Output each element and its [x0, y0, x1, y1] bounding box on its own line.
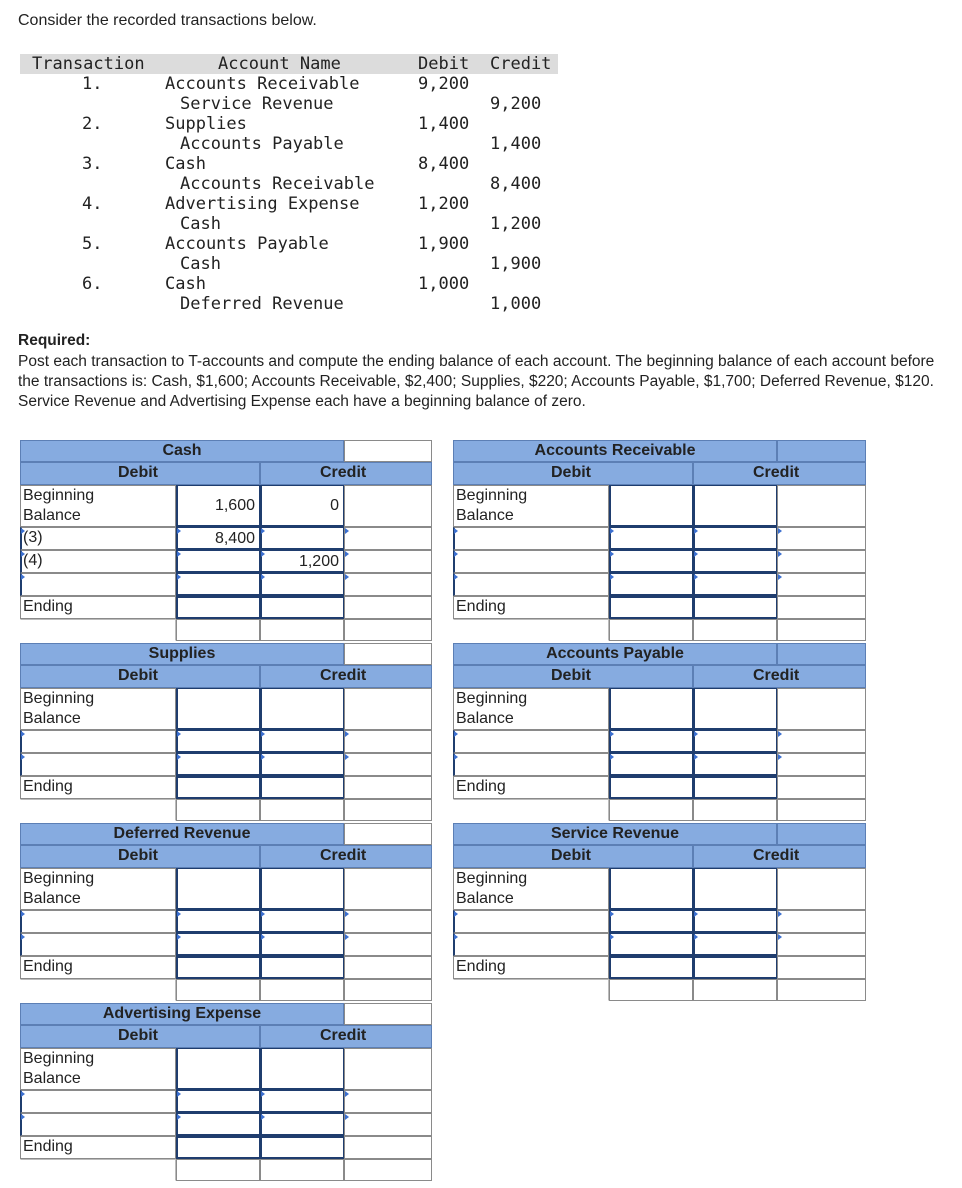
debit-header-label: Debit: [551, 667, 591, 684]
dropdown-marker-icon: [610, 574, 614, 580]
posting-debit-input[interactable]: [176, 753, 260, 776]
dropdown-marker-icon: [694, 551, 698, 557]
beginning-credit-input[interactable]: [693, 688, 777, 730]
dropdown-marker-icon: [177, 1114, 181, 1120]
dropdown-marker-icon: [694, 754, 698, 760]
blank-cell: [453, 979, 609, 1001]
beginning-balance-label: Beginning Balance: [456, 870, 528, 907]
dropdown-marker-icon: [778, 911, 782, 917]
beginning-debit-input[interactable]: [609, 485, 693, 527]
ending-balance-label: Ending: [23, 598, 73, 615]
ending-credit-input[interactable]: [260, 596, 344, 619]
dropdown-marker-icon: [261, 551, 265, 557]
ending-balance-label: Ending: [456, 958, 506, 975]
journal-credit: 1,900: [490, 254, 542, 274]
journal-credit: 9,200: [490, 94, 542, 114]
journal-account: Supplies: [165, 114, 247, 134]
blank-cell: [260, 979, 344, 1001]
posting-credit-input[interactable]: [693, 730, 777, 753]
dropdown-marker-icon: [345, 731, 349, 737]
dropdown-marker-icon: [694, 934, 698, 940]
dropdown-marker-icon: [610, 731, 614, 737]
blank-cell: [344, 1159, 432, 1181]
dropdown-marker-icon: [454, 754, 458, 760]
blank-cell: [20, 1159, 176, 1181]
spacer-cell: [344, 868, 432, 910]
blank-cell: [693, 619, 777, 641]
posting-label-input[interactable]: [453, 527, 609, 550]
blank-cell: [344, 799, 432, 821]
journal-debit: 8,400: [418, 154, 470, 174]
journal-credit: 1,400: [490, 134, 542, 154]
account-title: Service Revenue: [550, 825, 680, 842]
dropdown-marker-icon: [345, 1114, 349, 1120]
dropdown-marker-icon: [778, 731, 782, 737]
required-title: Required:: [18, 332, 91, 349]
journal-account: Deferred Revenue: [180, 294, 344, 314]
dropdown-marker-icon: [21, 1114, 25, 1120]
journal-number: 6.: [82, 274, 103, 294]
journal-account: Service Revenue: [180, 94, 334, 114]
dropdown-marker-icon: [345, 934, 349, 940]
journal-number: 4.: [82, 194, 103, 214]
posting-label-input[interactable]: [20, 550, 176, 573]
account-title: Advertising Expense: [102, 1005, 262, 1022]
dropdown-marker-icon: [454, 934, 458, 940]
blank-cell: [609, 619, 693, 641]
spacer-cell: [344, 1136, 432, 1159]
posting-debit-input[interactable]: [176, 1113, 260, 1136]
credit-header-label: Credit: [320, 847, 367, 864]
posting-credit-input[interactable]: [693, 753, 777, 776]
journal-account: Accounts Payable: [180, 134, 344, 154]
beginning-debit-input[interactable]: 1,600: [176, 485, 260, 527]
spacer-cell: [777, 753, 866, 776]
posting-label: (3): [23, 529, 43, 546]
blank-cell: [609, 799, 693, 821]
spacer-cell: [777, 485, 866, 527]
blank-cell: [20, 979, 176, 1001]
account-title-bar: [777, 440, 866, 462]
dropdown-marker-icon: [694, 911, 698, 917]
dropdown-marker-icon: [21, 574, 25, 580]
dropdown-marker-icon: [261, 574, 265, 580]
beginning-debit-input[interactable]: [176, 688, 260, 730]
beginning-debit-input[interactable]: [609, 688, 693, 730]
ending-credit-input[interactable]: [693, 596, 777, 619]
ending-credit-input[interactable]: [693, 776, 777, 799]
blank-cell: [344, 619, 432, 641]
journal-header-credit: Credit: [490, 54, 552, 74]
blank-cell: [260, 1159, 344, 1181]
dropdown-marker-icon: [345, 1091, 349, 1097]
dropdown-marker-icon: [21, 731, 25, 737]
posting-label-input[interactable]: [20, 1113, 176, 1136]
journal-number: 1.: [82, 74, 103, 94]
dropdown-marker-icon: [21, 1091, 25, 1097]
posting-credit-input[interactable]: [260, 753, 344, 776]
posting-label-input[interactable]: [453, 730, 609, 753]
journal-header-debit: Debit: [418, 54, 470, 74]
posting-label-input[interactable]: [453, 573, 609, 596]
dropdown-marker-icon: [21, 934, 25, 940]
debit-header-label: Debit: [118, 847, 158, 864]
blank-cell: [176, 619, 260, 641]
posting-debit-input[interactable]: [176, 550, 260, 573]
posting-credit-input[interactable]: [260, 527, 344, 550]
dropdown-marker-icon: [694, 731, 698, 737]
posting-debit-input[interactable]: [609, 550, 693, 573]
blank-cell: [176, 979, 260, 1001]
beginning-balance-label: Beginning Balance: [23, 1050, 95, 1087]
dropdown-marker-icon: [610, 528, 614, 534]
posting-debit-input[interactable]: 8,400: [176, 527, 260, 550]
dropdown-marker-icon: [610, 754, 614, 760]
credit-header-label: Credit: [320, 464, 367, 481]
beginning-credit-input[interactable]: [693, 485, 777, 527]
posting-credit-input[interactable]: [260, 933, 344, 956]
spacer-cell: [344, 485, 432, 527]
dropdown-marker-icon: [454, 528, 458, 534]
dropdown-marker-icon: [21, 528, 25, 534]
beginning-credit-input[interactable]: 0: [260, 485, 344, 527]
beginning-balance-label: Beginning Balance: [23, 870, 95, 907]
credit-header-label: Credit: [753, 847, 800, 864]
spacer-cell: [777, 550, 866, 573]
posting-debit-input[interactable]: [176, 573, 260, 596]
blank-cell: [453, 619, 609, 641]
spacer-cell: [344, 573, 432, 596]
blank-cell: [20, 619, 176, 641]
debit-header-label: Debit: [551, 464, 591, 481]
posting-label-input[interactable]: [20, 527, 176, 550]
dropdown-marker-icon: [261, 1114, 265, 1120]
journal-header-transaction: Transaction: [32, 54, 145, 74]
beginning-balance-label: Beginning Balance: [23, 487, 95, 524]
account-title: Deferred Revenue: [113, 825, 251, 842]
spacer-cell: [344, 910, 432, 933]
spacer-cell: [344, 956, 432, 979]
dropdown-marker-icon: [21, 911, 25, 917]
spacer-cell: [777, 776, 866, 799]
blank-cell: [260, 619, 344, 641]
dropdown-marker-icon: [454, 574, 458, 580]
intro-text: Consider the recorded transactions below.: [18, 12, 317, 29]
dropdown-marker-icon: [345, 551, 349, 557]
posting-label-input[interactable]: [20, 730, 176, 753]
posting-debit-input[interactable]: [609, 933, 693, 956]
debit-header-label: Debit: [118, 464, 158, 481]
spacer-cell: [344, 753, 432, 776]
ending-balance-label: Ending: [456, 598, 506, 615]
dropdown-marker-icon: [778, 934, 782, 940]
spacer-cell: [777, 596, 866, 619]
dropdown-marker-icon: [778, 754, 782, 760]
dropdown-marker-icon: [778, 574, 782, 580]
blank-cell: [777, 799, 866, 821]
ending-credit-input[interactable]: [693, 956, 777, 979]
spacer-cell: [344, 823, 432, 845]
ending-credit-input[interactable]: [260, 776, 344, 799]
ending-balance-label: Ending: [23, 778, 73, 795]
beginning-balance-label: Beginning Balance: [456, 690, 528, 727]
account-title: Accounts Receivable: [534, 442, 696, 459]
spacer-cell: [777, 573, 866, 596]
spacer-cell: [344, 527, 432, 550]
blank-cell: [176, 1159, 260, 1181]
dropdown-marker-icon: [610, 551, 614, 557]
credit-header-label: Credit: [753, 667, 800, 684]
posting-label-input[interactable]: [20, 933, 176, 956]
journal-account: Cash: [165, 154, 206, 174]
spacer-cell: [777, 956, 866, 979]
posting-credit-input[interactable]: [260, 1090, 344, 1113]
beginning-debit-input[interactable]: [609, 868, 693, 910]
journal-credit: 8,400: [490, 174, 542, 194]
dropdown-marker-icon: [694, 574, 698, 580]
ending-balance-label: Ending: [456, 778, 506, 795]
spacer-cell: [344, 730, 432, 753]
dropdown-marker-icon: [610, 911, 614, 917]
journal-number: 3.: [82, 154, 103, 174]
posting-credit-input[interactable]: [260, 1113, 344, 1136]
blank-cell: [20, 799, 176, 821]
beginning-credit-input[interactable]: [260, 868, 344, 910]
credit-header-label: Credit: [320, 1027, 367, 1044]
posting-label-input[interactable]: [453, 910, 609, 933]
spacer-cell: [777, 868, 866, 910]
ending-debit-input[interactable]: [176, 1136, 260, 1159]
dropdown-marker-icon: [177, 574, 181, 580]
ending-credit-input[interactable]: [260, 1136, 344, 1159]
journal-account: Cash: [165, 274, 206, 294]
posting-label-input[interactable]: [453, 933, 609, 956]
dropdown-marker-icon: [177, 528, 181, 534]
credit-header-label: Credit: [753, 464, 800, 481]
dropdown-marker-icon: [778, 551, 782, 557]
dropdown-marker-icon: [778, 528, 782, 534]
posting-credit-input[interactable]: [693, 550, 777, 573]
posting-label-input[interactable]: [20, 753, 176, 776]
beginning-credit-input[interactable]: [260, 688, 344, 730]
spacer-cell: [344, 1048, 432, 1090]
spacer-cell: [777, 527, 866, 550]
debit-header-label: Debit: [118, 1027, 158, 1044]
posting-credit-input[interactable]: [693, 527, 777, 550]
dropdown-marker-icon: [177, 1091, 181, 1097]
posting-debit-input[interactable]: [609, 730, 693, 753]
dropdown-marker-icon: [345, 528, 349, 534]
beginning-debit-input[interactable]: [176, 868, 260, 910]
spacer-cell: [344, 688, 432, 730]
dropdown-marker-icon: [610, 934, 614, 940]
spacer-cell: [777, 688, 866, 730]
ending-credit-input[interactable]: [260, 956, 344, 979]
posting-debit-input[interactable]: [176, 730, 260, 753]
posting-credit-input[interactable]: [693, 573, 777, 596]
journal-debit: 9,200: [418, 74, 470, 94]
spacer-cell: [344, 550, 432, 573]
blank-cell: [777, 979, 866, 1001]
posting-credit-input[interactable]: [260, 573, 344, 596]
posting-label: (4): [23, 552, 43, 569]
dropdown-marker-icon: [261, 754, 265, 760]
journal-debit: 1,200: [418, 194, 470, 214]
posting-credit-input[interactable]: 1,200: [260, 550, 344, 573]
journal-account: Cash: [180, 254, 221, 274]
dropdown-marker-icon: [21, 754, 25, 760]
journal-credit: 1,000: [490, 294, 542, 314]
journal-account: Accounts Receivable: [180, 174, 375, 194]
blank-cell: [693, 979, 777, 1001]
journal-account: Cash: [180, 214, 221, 234]
spacer-cell: [344, 776, 432, 799]
dropdown-marker-icon: [177, 551, 181, 557]
spacer-cell: [344, 596, 432, 619]
posting-label-input[interactable]: [20, 910, 176, 933]
debit-header-label: Debit: [118, 667, 158, 684]
posting-credit-input[interactable]: [260, 730, 344, 753]
journal-number: 2.: [82, 114, 103, 134]
ending-debit-input[interactable]: [609, 776, 693, 799]
blank-cell: [344, 979, 432, 1001]
credit-header-label: Credit: [320, 667, 367, 684]
spacer-cell: [344, 1090, 432, 1113]
beginning-credit-input[interactable]: [260, 1048, 344, 1090]
spacer-cell: [344, 643, 432, 665]
posting-credit-input[interactable]: [260, 910, 344, 933]
beginning-credit-input[interactable]: [693, 868, 777, 910]
journal-debit: 1,900: [418, 234, 470, 254]
dropdown-marker-icon: [177, 731, 181, 737]
journal-credit: 1,200: [490, 214, 542, 234]
journal-header-account: Account Name: [218, 54, 341, 74]
ending-balance-label: Ending: [23, 958, 73, 975]
dropdown-marker-icon: [261, 911, 265, 917]
posting-label-input[interactable]: [453, 550, 609, 573]
beginning-balance-label: Beginning Balance: [456, 487, 528, 524]
posting-debit-input[interactable]: [609, 753, 693, 776]
dropdown-marker-icon: [345, 754, 349, 760]
beginning-debit-input[interactable]: [176, 1048, 260, 1090]
account-title: Cash: [162, 442, 202, 459]
posting-debit-input[interactable]: [609, 573, 693, 596]
ending-debit-input[interactable]: [609, 596, 693, 619]
dropdown-marker-icon: [177, 754, 181, 760]
posting-debit-input[interactable]: [609, 527, 693, 550]
dropdown-marker-icon: [345, 574, 349, 580]
spacer-cell: [777, 933, 866, 956]
dropdown-marker-icon: [694, 528, 698, 534]
ending-debit-input[interactable]: [609, 956, 693, 979]
ending-balance-label: Ending: [23, 1138, 73, 1155]
ending-debit-input[interactable]: [176, 596, 260, 619]
journal-number: 5.: [82, 234, 103, 254]
posting-credit-input[interactable]: [693, 933, 777, 956]
account-title: Accounts Payable: [546, 645, 684, 662]
posting-label-input[interactable]: [20, 573, 176, 596]
spacer-cell: [344, 440, 432, 462]
dropdown-marker-icon: [454, 911, 458, 917]
ending-debit-input[interactable]: [176, 956, 260, 979]
blank-cell: [176, 799, 260, 821]
spacer-cell: [344, 1003, 432, 1025]
posting-debit-input[interactable]: [609, 910, 693, 933]
dropdown-marker-icon: [345, 911, 349, 917]
journal-account: Accounts Payable: [165, 234, 329, 254]
dropdown-marker-icon: [261, 934, 265, 940]
posting-debit-input[interactable]: [176, 1090, 260, 1113]
spacer-cell: [777, 910, 866, 933]
dropdown-marker-icon: [177, 911, 181, 917]
journal-debit: 1,000: [418, 274, 470, 294]
blank-cell: [609, 979, 693, 1001]
spacer-cell: [777, 730, 866, 753]
dropdown-marker-icon: [177, 934, 181, 940]
journal-account: Advertising Expense: [165, 194, 360, 214]
posting-label-input[interactable]: [453, 753, 609, 776]
posting-debit-input[interactable]: [176, 910, 260, 933]
blank-cell: [777, 619, 866, 641]
spacer-cell: [344, 933, 432, 956]
account-title: Supplies: [148, 645, 216, 662]
dropdown-marker-icon: [261, 731, 265, 737]
ending-debit-input[interactable]: [176, 776, 260, 799]
dropdown-marker-icon: [261, 1091, 265, 1097]
posting-credit-input[interactable]: [693, 910, 777, 933]
posting-label-input[interactable]: [20, 1090, 176, 1113]
blank-cell: [693, 799, 777, 821]
beginning-balance-label: Beginning Balance: [23, 690, 95, 727]
dropdown-marker-icon: [454, 551, 458, 557]
blank-cell: [260, 799, 344, 821]
blank-cell: [453, 799, 609, 821]
account-title-bar: [777, 823, 866, 845]
spacer-cell: [344, 1113, 432, 1136]
journal-debit: 1,400: [418, 114, 470, 134]
journal-account: Accounts Receivable: [165, 74, 360, 94]
dropdown-marker-icon: [454, 731, 458, 737]
account-title-bar: [777, 643, 866, 665]
posting-debit-input[interactable]: [176, 933, 260, 956]
debit-header-label: Debit: [551, 847, 591, 864]
dropdown-marker-icon: [21, 551, 25, 557]
required-body: Post each transaction to T-accounts and compute the ending balance of each account. The beginning balance of each account before the transactions is: Cash, $1,600; Accounts Receivable, $2,400; Supplies, $220; Accounts Payable, $1,700; Deferred Revenue, $120. Service Revenue and Advertising Expense each have a beginning balance of zero.: [18, 353, 935, 410]
dropdown-marker-icon: [261, 528, 265, 534]
